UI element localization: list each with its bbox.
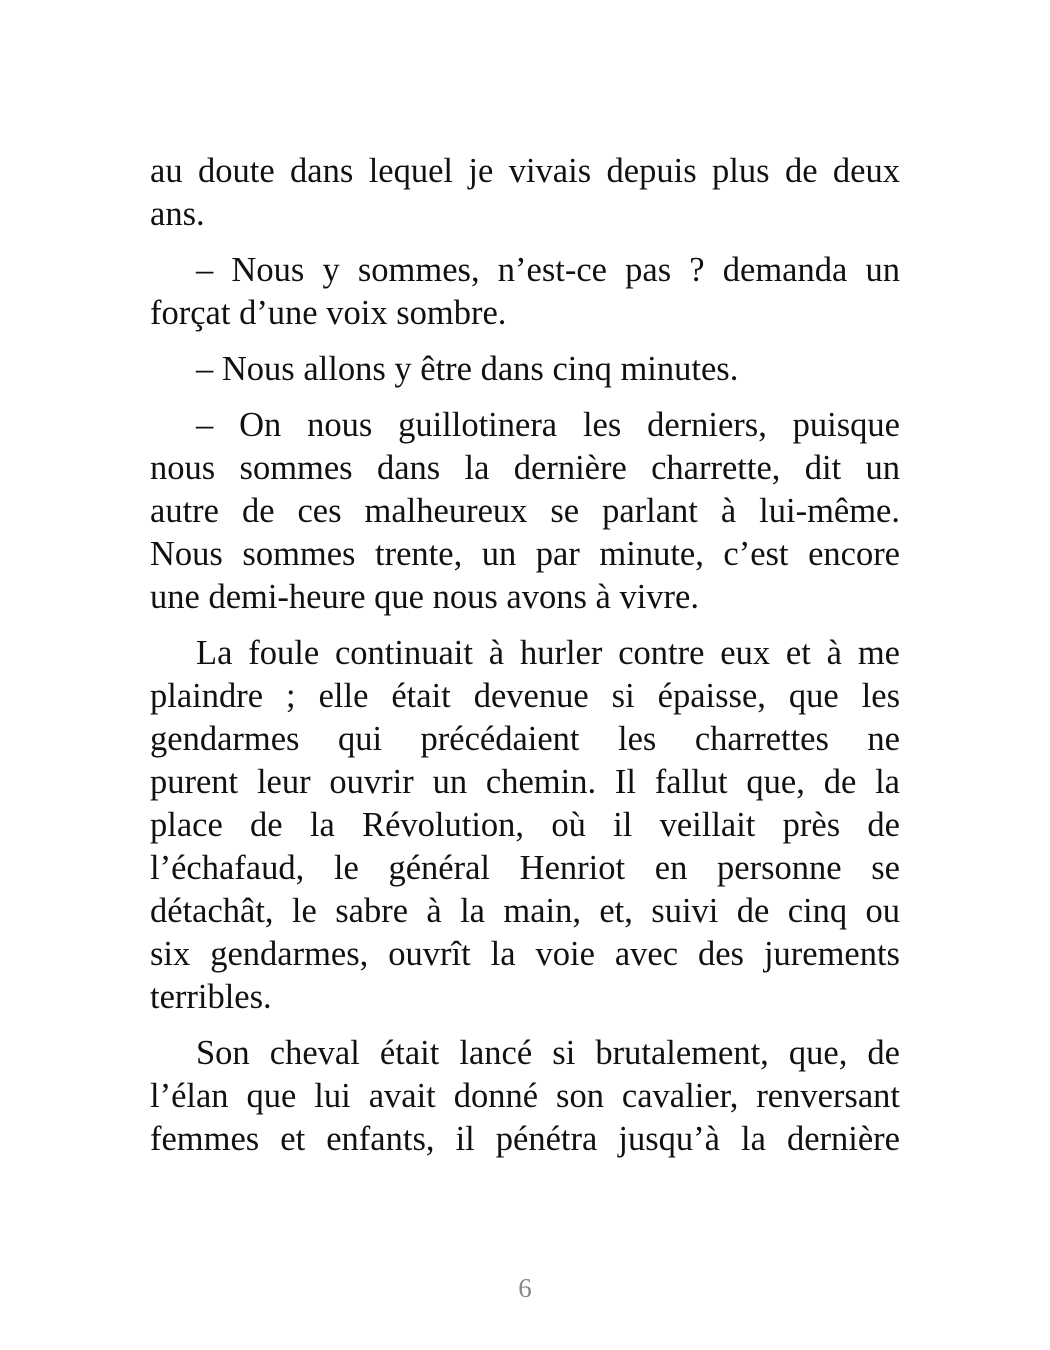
text-line: Son cheval était lancé si brutalement, que, de <box>196 1034 900 1072</box>
text-line: une demi-heure que nous avons à vivre. <box>150 578 699 616</box>
text-line: l’élan que lui avait donné son cavalier, renversant <box>150 1077 900 1115</box>
text-line: gendarmes qui précédaient les charrettes ne <box>150 720 900 758</box>
page-number: 6 <box>518 1273 532 1303</box>
paragraph <box>150 632 900 1019</box>
text-line: – Nous allons y être dans cinq minutes. <box>196 350 739 388</box>
text-line: l’échafaud, le général Henriot en personne se <box>150 849 900 887</box>
text-line: Nous sommes trente, un par minute, c’est encore <box>150 535 900 573</box>
paragraph <box>150 1032 900 1161</box>
paragraph <box>150 150 900 236</box>
text-line: La foule continuait à hurler contre eux et à me <box>196 634 900 672</box>
text-line: autre de ces malheureux se parlant à lui-même. <box>150 492 900 530</box>
text-line: femmes et enfants, il pénétra jusqu’à la dernière <box>150 1120 900 1158</box>
text-line: nous sommes dans la dernière charrette, dit un <box>150 449 900 487</box>
text-line: au doute dans lequel je vivais depuis plus de deux <box>150 152 900 190</box>
text-line: forçat d’une voix sombre. <box>150 294 507 332</box>
text-line: terribles. <box>150 978 272 1016</box>
text-line: plaindre ; elle était devenue si épaisse, que les <box>150 677 900 715</box>
page-body-text <box>150 150 900 1174</box>
text-line: six gendarmes, ouvrît la voie avec des jurements <box>150 935 900 973</box>
paragraph <box>150 404 900 619</box>
text-line: détachât, le sabre à la main, et, suivi de cinq ou <box>150 892 900 930</box>
paragraph <box>150 249 900 335</box>
paragraph <box>150 348 900 391</box>
text-line: purent leur ouvrir un chemin. Il fallut que, de la <box>150 763 900 801</box>
text-line: – Nous y sommes, n’est-ce pas ? demanda un <box>196 251 900 289</box>
text-line: ans. <box>150 195 205 233</box>
text-line: place de la Révolution, où il veillait près de <box>150 806 900 844</box>
text-line: – On nous guillotinera les derniers, puisque <box>196 406 900 444</box>
